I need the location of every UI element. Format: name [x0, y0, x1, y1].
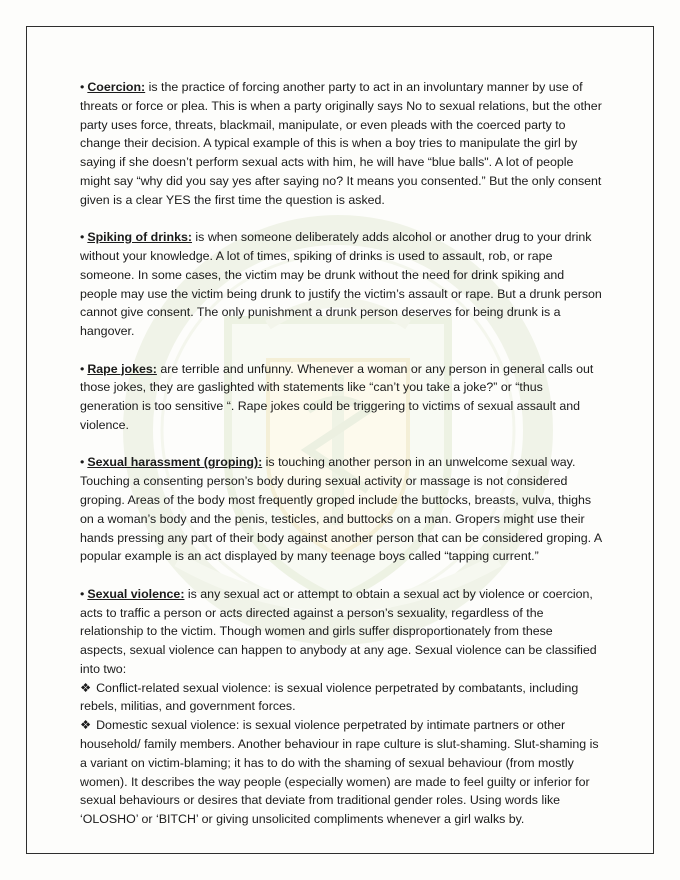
section-text: is touching another person in an unwelcome sexual way. Touching a consenting person’s body during sexual activity or massage is not considered groping. Areas of the body most frequently groped include the buttocks, breasts, vulva, thighs on a woman’s body and the penis, testicles, and buttocks on a man. Gropers might use their hands pressing any part of their body against another person that can be considered groping. A popular example is an act displayed by many teenage boys called “tapping current.”: [80, 455, 602, 564]
section-sexual-harassment: [80, 453, 602, 566]
sub-item-text: Domestic sexual violence: is sexual violence perpetrated by intimate partners or other household/ family members. Another behaviour in rape culture is slut-shaming. Slut-shaming is a variant on victim-blaming; it has to do with the shaming of sexual behaviour (from mostly women). It describes the way people (especially women) are made to feel guilty or inferior for sexual behaviours or desires that deviate from traditional gender roles. Using words like ‘OLOSHO’ or ‘BITCH’ or giving unsolicited compliments whenever a girl walks by.: [80, 718, 599, 827]
term-heading: Coercion:: [87, 80, 146, 94]
bullet-glyph: •: [80, 455, 85, 470]
section-text: are terrible and unfunny. Whenever a woman or any person in general calls out those jokes, they are gaslighted with statements like “can’t you take a joke?” or “thus generation is too sensitive “. Rape jokes could be triggering to victims of sexual assault and violence.: [80, 361, 594, 432]
section-text: is the practice of forcing another party to act in an involuntary manner by use of threats or force or plea. This is when a party originally says No to sexual relations, but the other party uses force, threats, blackmail, manipulate, or even pleads with the coerced party to change their decision. A typical example of this is when a boy tries to manipulate the girl by saying if she doesn’t perform sexual acts with him, he will have “blue balls". A lot of people might say “why did you say yes after saying no? It means you consented.” But the only consent given is a clear YES the first time the question is asked.: [80, 80, 602, 207]
sub-item-domestic: [80, 716, 602, 829]
bullet-glyph: •: [80, 80, 85, 94]
sub-item-conflict-related: [80, 679, 602, 717]
section-coercion: [80, 78, 602, 210]
term-heading: Sexual violence:: [87, 586, 185, 601]
section-rape-jokes: [80, 360, 602, 435]
term-heading: Sexual harassment (groping):: [87, 455, 263, 470]
bullet-glyph: •: [80, 230, 85, 245]
sub-item-text: Conflict-related sexual violence: is sexual violence perpetrated by combatants, including rebels, militias, and government forces.: [80, 680, 579, 714]
diamond-bullet-icon: ❖: [80, 680, 92, 695]
section-text: is when someone deliberately adds alcohol or another drug to your drink without your knowledge. A lot of times, spiking of drinks is used to assault, rob, or rape someone. In some cases, the victim may be drunk without the need for drink spiking and people may use the victim being drunk to justify the victim’s assault or rape. But a drunk person cannot give consent. The only punishment a drunk person deserves for being drunk is a hangover.: [80, 230, 602, 339]
section-spiking-of-drinks: [80, 228, 602, 341]
document-body: [80, 78, 602, 848]
bullet-glyph: •: [80, 586, 85, 601]
term-heading: Spiking of drinks:: [87, 230, 192, 245]
section-sexual-violence: [80, 585, 602, 829]
section-text: is any sexual act or attempt to obtain a sexual act by violence or coercion, acts to traffic a person or acts directed against a person’s sexuality, regardless of the relationship to the victim. Though women and girls suffer disproportionately from these aspects, sexual violence can happen to anybody at any age. Sexual violence can be classified into two:: [80, 586, 597, 676]
bullet-glyph: •: [80, 361, 85, 376]
term-heading: Rape jokes:: [87, 361, 157, 376]
diamond-bullet-icon: ❖: [80, 718, 92, 733]
